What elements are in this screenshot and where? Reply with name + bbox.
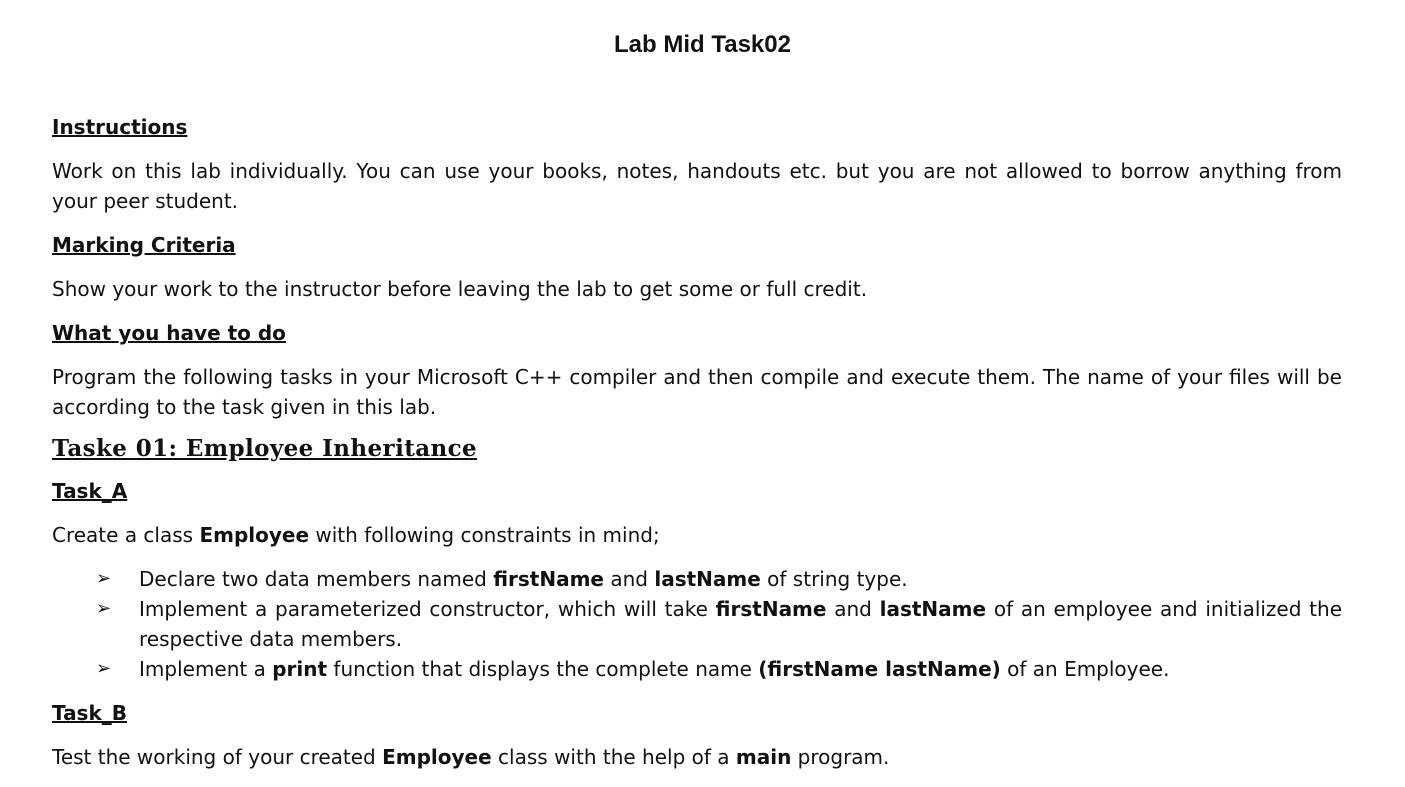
bullet-text: and [604, 567, 655, 591]
list-item [96, 564, 1342, 594]
bullet-text: Implement a [139, 657, 273, 681]
bullet-bold-text: lastName [879, 597, 987, 621]
arrow-bullet-icon: ➢ [96, 568, 112, 589]
bullet-bold-text: firstName [715, 597, 827, 621]
arrow-bullet-icon: ➢ [96, 658, 112, 679]
bullet-text: and [826, 597, 880, 621]
employee-class-name: Employee [199, 523, 310, 547]
bullet-bold-text: print [272, 657, 328, 681]
instructions-text: Work on this lab individually. You can use your books, notes, handouts etc. but you are not allowed to borrow anything from your peer student. [52, 159, 1342, 213]
task-b-heading: Task_B [52, 701, 128, 725]
bullet-bold-text: firstName [493, 567, 604, 591]
task-a-intro [52, 520, 1342, 550]
bullet-text: of an Employee. [1000, 657, 1170, 681]
bullet-bold-text: lastName [654, 567, 761, 591]
main-program-name: main [735, 745, 792, 769]
page-title: Lab Mid Task02 [614, 31, 791, 58]
marking-criteria-heading: Marking Criteria [52, 233, 236, 257]
document-body [52, 112, 1342, 772]
what-to-do-text: Program the following tasks in your Microsoft C++ compiler and then compile and execute them. The name of your files will be according to the task given in this lab. [52, 365, 1342, 419]
list-item [96, 654, 1342, 684]
task-b-text-part: Test the working of your created [52, 745, 383, 769]
constraints-list [52, 564, 1342, 684]
task-01-heading: Taske 01: Employee Inheritance [52, 435, 478, 462]
task-a-heading: Task_A [52, 479, 128, 503]
task-b-text-part: class with the help of a [491, 745, 736, 769]
instructions-heading: Instructions [52, 115, 188, 139]
bullet-text: function that displays the complete name [327, 657, 759, 681]
task-a-intro-text: with following constraints in mind; [309, 523, 660, 547]
task-a-intro-text: Create a class [52, 523, 200, 547]
task-b-text-part: program. [791, 745, 890, 769]
employee-class-name: Employee [382, 745, 492, 769]
arrow-bullet-icon: ➢ [96, 598, 112, 619]
marking-criteria-text: Show your work to the instructor before leaving the lab to get some or full credit. [52, 277, 868, 301]
list-item [96, 594, 1343, 654]
bullet-text: of string type. [760, 567, 908, 591]
bullet-bold-text: (firstName lastName) [758, 657, 1001, 681]
bullet-text: Implement a parameterized constructor, which will take [139, 597, 716, 621]
what-to-do-heading: What you have to do [52, 321, 286, 345]
task-b-text [52, 742, 1342, 772]
bullet-text: of an employee and initialized the respective data members. [139, 597, 1343, 651]
bullet-text: Declare two data members named [139, 567, 494, 591]
